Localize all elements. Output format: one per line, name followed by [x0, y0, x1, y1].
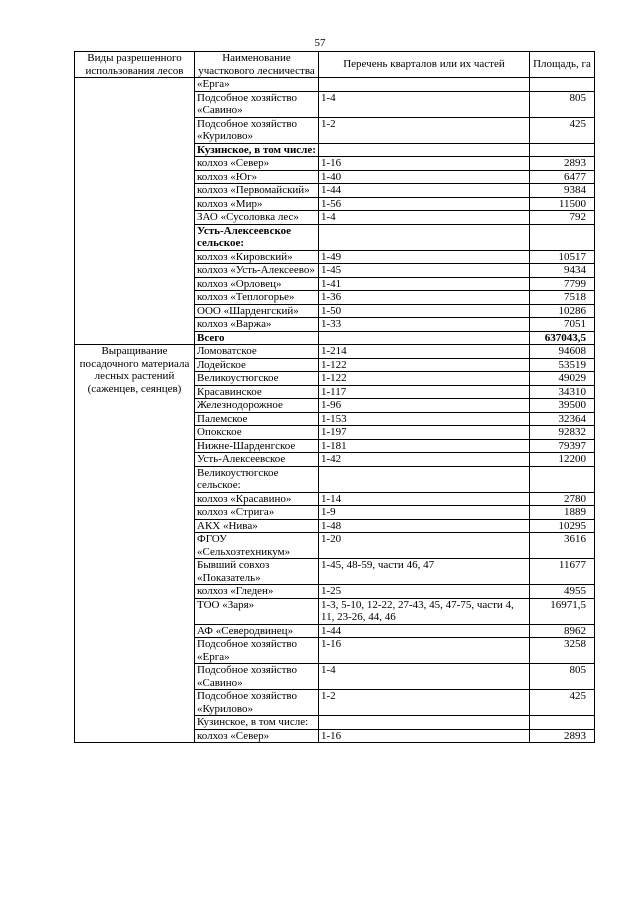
forestry-cell: колхоз «Мир»	[195, 197, 319, 211]
quarters-cell: 1-4	[319, 664, 530, 690]
area-cell: 637043,5	[530, 331, 595, 345]
area-cell: 805	[530, 91, 595, 117]
quarters-cell: 1-45, 48-59, части 46, 47	[319, 559, 530, 585]
area-cell: 425	[530, 117, 595, 143]
forestry-cell: Кузинское, в том числе:	[195, 143, 319, 157]
area-cell: 92832	[530, 426, 595, 440]
area-cell: 7051	[530, 318, 595, 332]
area-cell: 2893	[530, 157, 595, 171]
area-cell: 34310	[530, 385, 595, 399]
forestry-cell: Великоустюгское сельское:	[195, 466, 319, 492]
forestry-cell: Усть-Алексеевское	[195, 453, 319, 467]
area-cell: 3258	[530, 638, 595, 664]
quarters-cell: 1-122	[319, 358, 530, 372]
forestry-cell: колхоз «Красавино»	[195, 492, 319, 506]
quarters-cell: 1-181	[319, 439, 530, 453]
area-cell: 805	[530, 664, 595, 690]
area-cell: 425	[530, 690, 595, 716]
quarters-cell: 1-25	[319, 585, 530, 599]
area-cell: 792	[530, 211, 595, 225]
forestry-cell: Подсобное хозяйство «Курилово»	[195, 117, 319, 143]
quarters-cell: 1-16	[319, 638, 530, 664]
area-cell: 39500	[530, 399, 595, 413]
area-cell: 9434	[530, 264, 595, 278]
forestry-cell: колхоз «Усть-Алексеево»	[195, 264, 319, 278]
use-type-cell: Выращивание посадочного материала лесных растений (саженцев, сеянцев)	[75, 345, 195, 743]
forestry-cell: Красавинское	[195, 385, 319, 399]
quarters-cell: 1-49	[319, 250, 530, 264]
page-number: 57	[314, 37, 326, 49]
header-quarters: Перечень кварталов или их частей	[319, 52, 530, 78]
use-type-cell	[75, 78, 195, 345]
quarters-cell: 1-96	[319, 399, 530, 413]
forestry-cell: Подсобное хозяйство «Савино»	[195, 91, 319, 117]
forestry-cell: колхоз «Кировский»	[195, 250, 319, 264]
area-cell: 10295	[530, 519, 595, 533]
quarters-cell: 1-41	[319, 277, 530, 291]
forestry-cell: Опокское	[195, 426, 319, 440]
area-cell: 49029	[530, 372, 595, 386]
quarters-cell: 1-4	[319, 91, 530, 117]
forestry-cell: колхоз «Гледен»	[195, 585, 319, 599]
forestry-cell: Всего	[195, 331, 319, 345]
quarters-cell: 1-36	[319, 291, 530, 305]
quarters-cell	[319, 716, 530, 730]
table-row	[75, 78, 595, 92]
forestry-cell: Подсобное хозяйство «Курилово»	[195, 690, 319, 716]
area-cell: 3616	[530, 533, 595, 559]
forestry-cell: колхоз «Орловец»	[195, 277, 319, 291]
forestry-cell: колхоз «Юг»	[195, 170, 319, 184]
quarters-cell: 1-2	[319, 117, 530, 143]
forestry-cell: Нижне-Шарденгское	[195, 439, 319, 453]
forestry-cell: ООО «Шарденгский»	[195, 304, 319, 318]
quarters-cell: 1-9	[319, 506, 530, 520]
forestry-cell: «Ерга»	[195, 78, 319, 92]
quarters-cell: 1-44	[319, 624, 530, 638]
quarters-cell: 1-56	[319, 197, 530, 211]
forestry-cell: колхоз «Теплогорье»	[195, 291, 319, 305]
quarters-cell: 1-14	[319, 492, 530, 506]
area-cell: 8962	[530, 624, 595, 638]
quarters-cell: 1-16	[319, 157, 530, 171]
quarters-cell	[319, 224, 530, 250]
forestry-cell: колхоз «Север»	[195, 157, 319, 171]
quarters-cell	[319, 466, 530, 492]
area-cell: 2780	[530, 492, 595, 506]
area-cell: 79397	[530, 439, 595, 453]
area-cell	[530, 143, 595, 157]
forestry-cell: ФГОУ «Сельхозтехникум»	[195, 533, 319, 559]
forestry-cell: колхоз «Варжа»	[195, 318, 319, 332]
header-use-type: Виды разрешенного использования лесов	[75, 52, 195, 78]
area-cell: 9384	[530, 184, 595, 198]
forestry-cell: Бывший совхоз «Показатель»	[195, 559, 319, 585]
header-forestry: Наименование участкового лесничества	[195, 52, 319, 78]
area-cell: 2893	[530, 729, 595, 743]
area-cell	[530, 716, 595, 730]
forestry-cell: Великоустюгское	[195, 372, 319, 386]
area-cell	[530, 224, 595, 250]
forestry-cell: АФ «Северодвинец»	[195, 624, 319, 638]
quarters-cell: 1-117	[319, 385, 530, 399]
area-cell: 94608	[530, 345, 595, 359]
area-cell: 16971,5	[530, 598, 595, 624]
quarters-cell: 1-48	[319, 519, 530, 533]
forestry-cell: Кузинское, в том числе:	[195, 716, 319, 730]
quarters-cell	[319, 143, 530, 157]
quarters-cell: 1-40	[319, 170, 530, 184]
forestry-cell: Железнодорожное	[195, 399, 319, 413]
forestry-cell: колхоз «Стрига»	[195, 506, 319, 520]
forestry-cell: Подсобное хозяйство «Савино»	[195, 664, 319, 690]
area-cell: 10286	[530, 304, 595, 318]
forestry-cell: Усть-Алексеевское сельское:	[195, 224, 319, 250]
quarters-cell	[319, 78, 530, 92]
quarters-cell: 1-153	[319, 412, 530, 426]
quarters-cell: 1-3, 5-10, 12-22, 27-43, 45, 47-75, части 4, 11, 23-26, 44, 46	[319, 598, 530, 624]
quarters-cell	[319, 331, 530, 345]
forestry-cell: АКХ «Нива»	[195, 519, 319, 533]
forestry-cell: колхоз «Север»	[195, 729, 319, 743]
forestry-cell: Ломоватское	[195, 345, 319, 359]
quarters-cell: 1-16	[319, 729, 530, 743]
quarters-cell: 1-44	[319, 184, 530, 198]
area-cell: 7799	[530, 277, 595, 291]
quarters-cell: 1-4	[319, 211, 530, 225]
forestry-cell: ЗАО «Сусоловка лес»	[195, 211, 319, 225]
quarters-cell: 1-20	[319, 533, 530, 559]
quarters-cell: 1-42	[319, 453, 530, 467]
table-header-row	[75, 52, 595, 78]
area-cell: 32364	[530, 412, 595, 426]
quarters-cell: 1-50	[319, 304, 530, 318]
area-cell: 1889	[530, 506, 595, 520]
area-cell	[530, 78, 595, 92]
quarters-cell: 1-2	[319, 690, 530, 716]
area-cell: 53519	[530, 358, 595, 372]
forestry-cell: Палемское	[195, 412, 319, 426]
quarters-cell: 1-33	[319, 318, 530, 332]
quarters-cell: 1-122	[319, 372, 530, 386]
forest-use-table	[74, 51, 595, 743]
header-area: Площадь, га	[530, 52, 595, 78]
forestry-cell: колхоз «Первомайский»	[195, 184, 319, 198]
area-cell: 11500	[530, 197, 595, 211]
area-cell: 11677	[530, 559, 595, 585]
area-cell: 6477	[530, 170, 595, 184]
forestry-cell: ТОО «Заря»	[195, 598, 319, 624]
quarters-cell: 1-214	[319, 345, 530, 359]
area-cell	[530, 466, 595, 492]
area-cell: 7518	[530, 291, 595, 305]
table-row	[75, 345, 595, 359]
forestry-cell: Лодейское	[195, 358, 319, 372]
area-cell: 10517	[530, 250, 595, 264]
quarters-cell: 1-45	[319, 264, 530, 278]
forestry-cell: Подсобное хозяйство «Ерга»	[195, 638, 319, 664]
area-cell: 12200	[530, 453, 595, 467]
quarters-cell: 1-197	[319, 426, 530, 440]
area-cell: 4955	[530, 585, 595, 599]
